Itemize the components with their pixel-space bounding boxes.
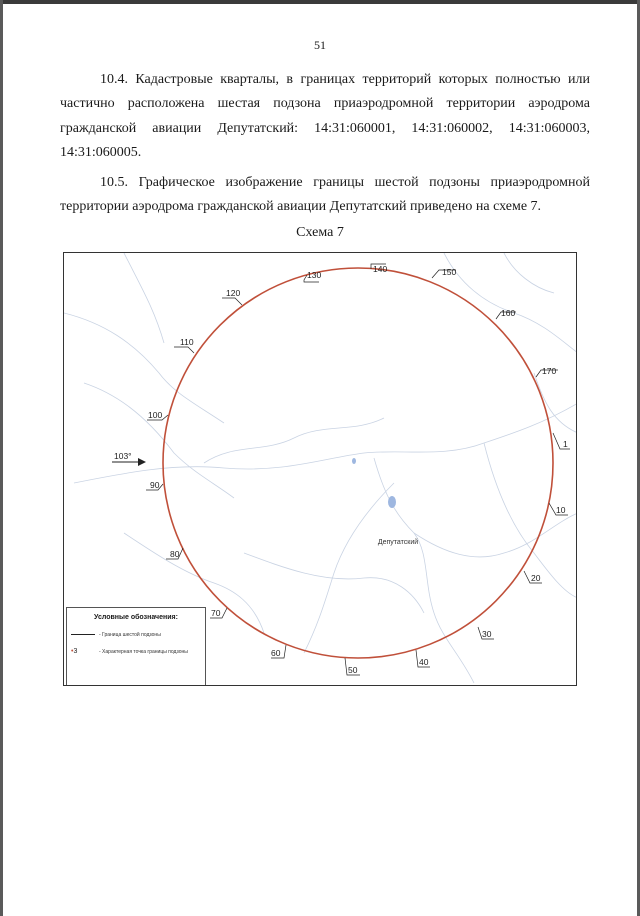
- point-label-150: [432, 267, 456, 278]
- point-label-60: [271, 645, 286, 658]
- map-lakes: [352, 458, 396, 508]
- point-number: 60: [271, 648, 281, 658]
- river-line: [414, 513, 577, 557]
- page-edge-top: [0, 0, 640, 4]
- legend-point-symbol: 3: [73, 648, 78, 655]
- lake: [352, 458, 356, 464]
- point-label-50: [345, 658, 360, 675]
- point-number: 40: [419, 657, 429, 667]
- point-number: 70: [211, 608, 221, 618]
- point-number: 160: [501, 308, 516, 318]
- point-dot-icon: •: [71, 648, 74, 655]
- river-line: [504, 253, 554, 293]
- point-label-30: [478, 627, 494, 639]
- legend-point-text: - Характерная точка границы подзоны: [99, 648, 188, 655]
- paragraph-10-4: [60, 68, 590, 165]
- point-number: 110: [180, 337, 194, 347]
- map-legend: [66, 607, 206, 686]
- point-number: 80: [170, 549, 180, 559]
- point-number: 10: [556, 505, 566, 515]
- scheme-title: Схема 7: [296, 225, 344, 240]
- legend-row-boundary: [71, 632, 161, 638]
- arrow-head: [138, 458, 146, 466]
- page-number: 51: [314, 38, 326, 52]
- river-line: [244, 553, 424, 613]
- point-leader: [222, 298, 242, 305]
- river-line: [124, 253, 164, 343]
- point-number: 50: [348, 665, 358, 675]
- legend-title: Условные обозначения:: [94, 614, 178, 621]
- river-line: [304, 483, 394, 653]
- point-label-20: [524, 571, 542, 583]
- point-label-80: [166, 548, 183, 559]
- town-label: Депутатский: [377, 539, 419, 546]
- point-number: 120: [226, 288, 241, 298]
- point-number: 140: [373, 264, 388, 274]
- point-number: 170: [542, 366, 557, 376]
- point-number: 90: [150, 480, 160, 490]
- point-leader: [174, 347, 194, 353]
- point-label-100: [147, 410, 168, 420]
- arrow-label: 103°: [114, 451, 132, 461]
- point-label-10: [549, 503, 568, 515]
- point-label-170: [536, 366, 558, 377]
- lake: [388, 496, 396, 508]
- boundary-line-sample: [71, 634, 95, 635]
- scheme-map: [63, 252, 577, 686]
- point-number: 20: [531, 573, 541, 583]
- river-line: [374, 458, 474, 683]
- river-line: [204, 418, 384, 463]
- point-label-70: [210, 608, 227, 618]
- subzone-boundary: [163, 268, 553, 658]
- point-sample: [71, 648, 95, 655]
- point-number: 130: [307, 270, 322, 280]
- point-label-140: [371, 264, 387, 274]
- river-line: [444, 253, 577, 353]
- point-label-90: [146, 480, 163, 490]
- direction-arrow: [112, 451, 146, 466]
- paragraph-10-5-text: 10.5. Графическое изображение границы шестой подзоны приаэродромной территории аэродрома гражданской авиации Депутатский приведено на схеме 7.: [60, 175, 590, 215]
- legend-boundary-text: - Граница шестой подзоны: [99, 632, 161, 638]
- paragraph-10-5: [60, 171, 590, 220]
- point-number: 30: [482, 629, 492, 639]
- point-label-130: [304, 270, 321, 282]
- point-number: 100: [148, 410, 163, 420]
- point-label-160: [496, 308, 516, 319]
- point-number: 1: [563, 439, 568, 449]
- legend-row-point: [71, 648, 188, 655]
- point-label-40: [416, 650, 430, 667]
- river-line: [534, 373, 577, 433]
- page-edge-left: [0, 0, 3, 916]
- point-label-110: [174, 337, 194, 353]
- point-number: 150: [442, 267, 457, 277]
- river-line: [64, 313, 224, 423]
- point-label-120: [222, 288, 242, 305]
- point-label-1: [553, 433, 570, 449]
- paragraph-10-4-text: 10.4. Кадастровые кварталы, в границах территорий которых полностью или частично расположена шестая подзона приаэродромной территории аэродрома гражданской авиации Депутатский: 14:31:060001, 14:31:060002, 14:31:060003, 14:31:060005.: [60, 72, 590, 160]
